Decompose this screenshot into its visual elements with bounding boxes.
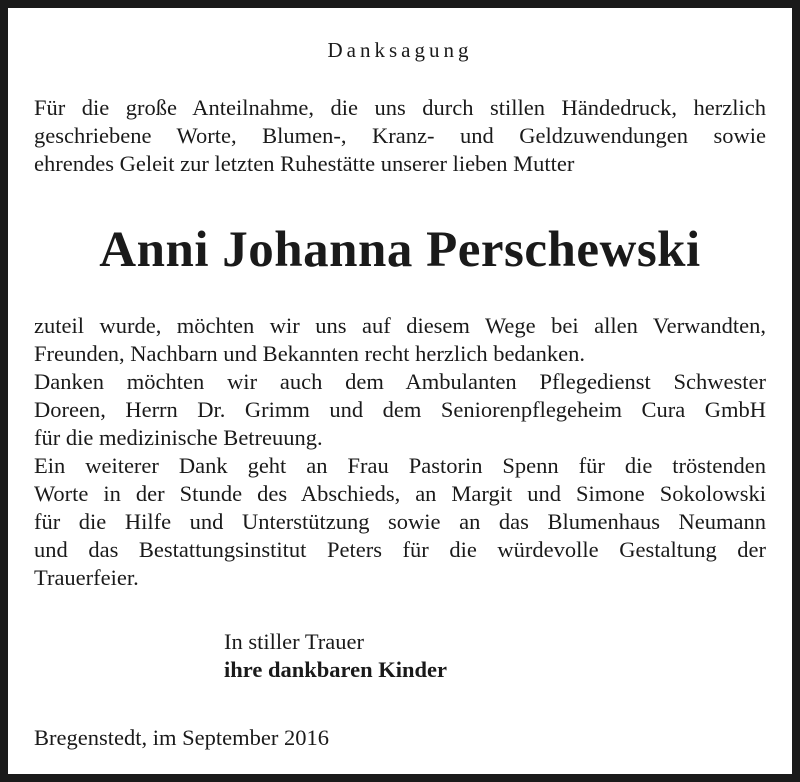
intro-paragraph	[34, 94, 766, 178]
body-line: Freunden, Nachbarn und Bekannten recht herzlich bedanken.	[34, 341, 586, 366]
body-line: für die medizinische Betreuung.	[34, 425, 323, 450]
intro-line: geschriebene Worte, Blumen-, Kranz- und Geldzuwendungen sowie	[34, 123, 766, 148]
notice-heading: Danksagung	[327, 38, 473, 62]
intro-line: Für die große Anteilnahme, die uns durch stillen Händedruck, herzlich	[34, 95, 766, 120]
closing-block	[224, 628, 447, 684]
body-line: und das Bestattungsinstitut Peters für die würdevolle Gestaltung der	[34, 537, 766, 562]
body-line: Danken möchten wir auch dem Ambulanten Pflegedienst Schwester	[34, 369, 766, 394]
body-line: für die Hilfe und Unterstützung sowie an das Blumenhaus Neumann	[34, 509, 766, 534]
body-line: Worte in der Stunde des Abschieds, an Margit und Simone Sokolowski	[34, 481, 766, 506]
signature: ihre dankbaren Kinder	[224, 657, 447, 682]
mourning-line: In stiller Trauer	[224, 629, 364, 654]
intro-line: ehrendes Geleit zur letzten Ruhestätte unserer lieben Mutter	[34, 151, 575, 176]
body-line: Trauerfeier.	[34, 565, 139, 590]
body-line: Ein weiterer Dank geht an Frau Pastorin Spenn für die tröstenden	[34, 453, 766, 478]
deceased-name: Anni Johanna Perschewski	[99, 222, 701, 278]
body-line: Doreen, Herrn Dr. Grimm und dem Seniorenpflegeheim Cura GmbH	[34, 397, 766, 422]
place-date: Bregenstedt, im September 2016	[34, 725, 329, 750]
body-line: zuteil wurde, möchten wir uns auf diesem Wege bei allen Verwandten,	[34, 313, 766, 338]
body-paragraph	[34, 312, 766, 592]
